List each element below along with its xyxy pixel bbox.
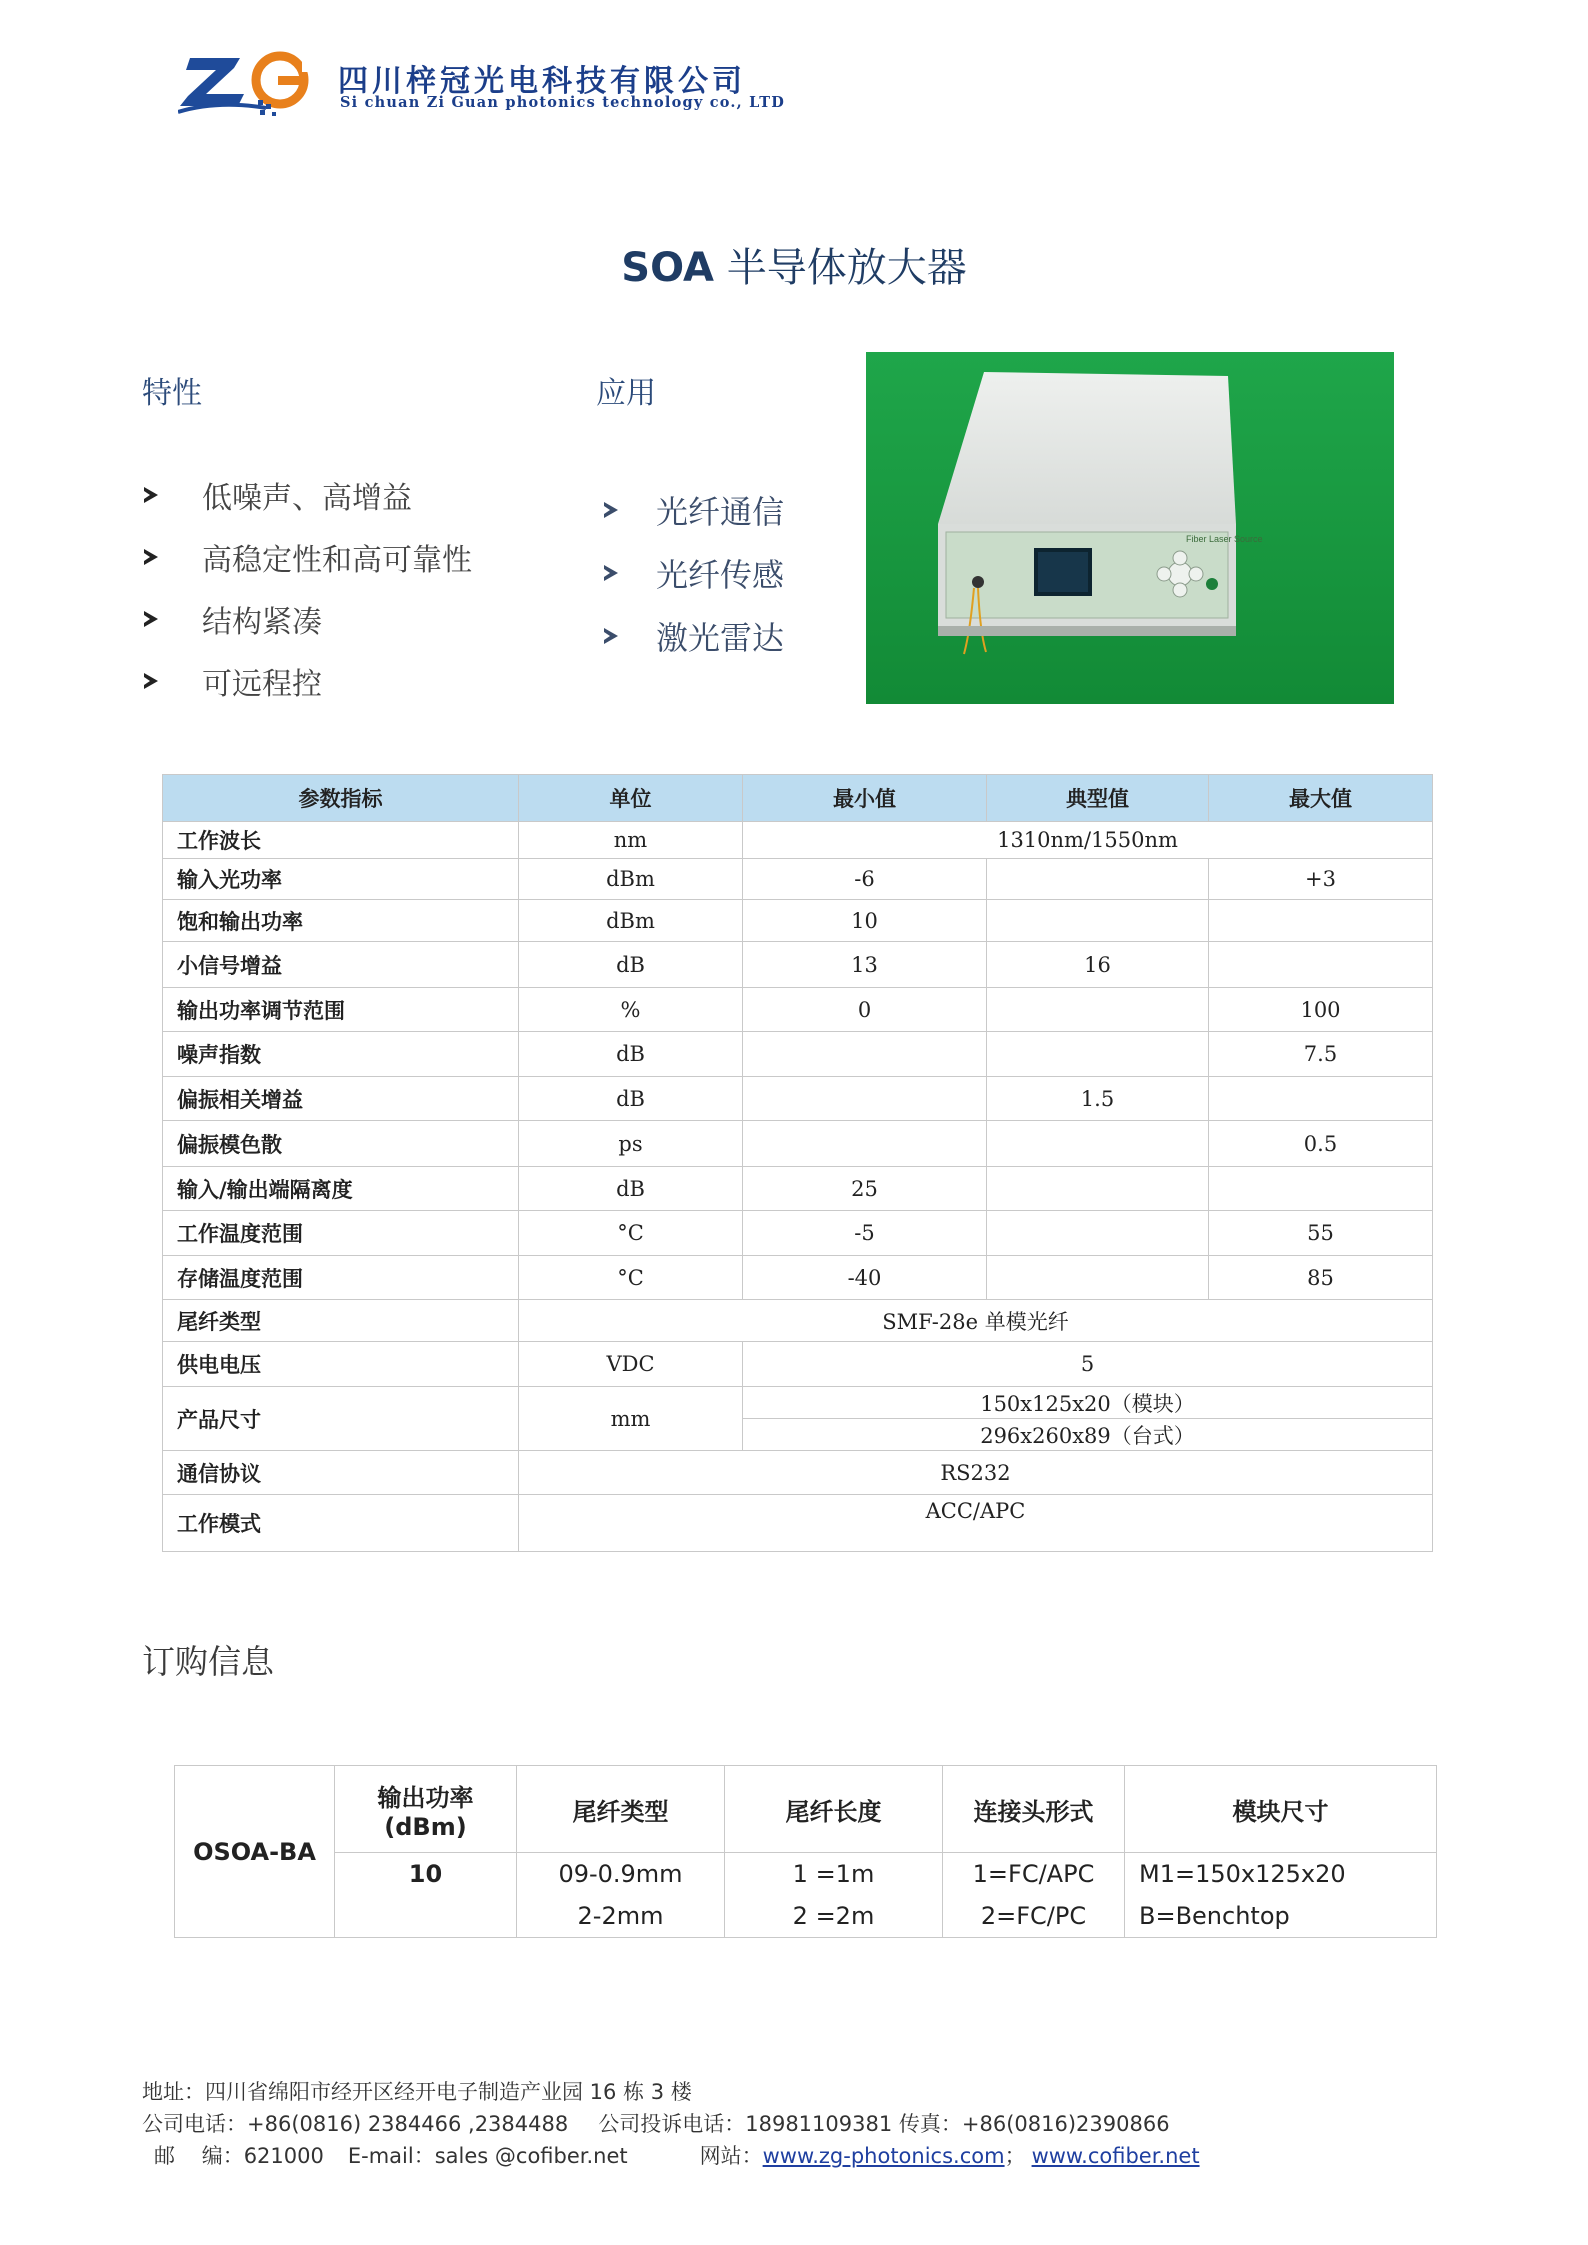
application-item: 激光雷达 [604,604,784,667]
applications-heading: 应用 [596,376,656,411]
footer-address: 地址：四川省绵阳市经开区经开电子制造产业园 16 栋 3 楼 [142,2080,692,2104]
order-heading: 订购信息 [142,1642,274,1681]
company-logo [178,50,320,120]
footer-phone-row [142,2108,1200,2140]
footer-website-label: 网站： [699,2144,763,2168]
spec-row: 工作温度范围 °C -5 55 [163,1211,1433,1256]
feature-item: 高稳定性和高可靠性 [144,526,472,588]
order-header-power: 输出功率 (dBm) [335,1766,517,1853]
features-heading: 特性 [142,376,202,411]
spec-row: 工作波长 nm 1310nm/1550nm [163,822,1433,859]
spec-header: 最小值 [743,775,987,822]
product-photo [866,352,1394,704]
order-header-size: 模块尺寸 [1125,1766,1437,1853]
order-header-connector: 连接头形式 [943,1766,1125,1853]
website-link-1[interactable]: www.zg-photonics.com [762,2144,1005,2168]
bullet-arrow-icon [144,549,158,565]
spec-header: 单位 [519,775,743,822]
bullet-arrow-icon [604,502,618,518]
spec-row: 产品尺寸 mm 150x125x20（模块） [163,1387,1433,1419]
spec-header-row [163,775,1433,822]
spec-row: 工作模式 ACC/APC [163,1495,1433,1552]
title-cn: 半导体放大器 [726,245,967,291]
photo-panel-label: Fiber Laser Source [1186,534,1263,544]
spec-row: 输出功率调节范围 % 0 100 [163,988,1433,1032]
spec-header: 典型值 [987,775,1209,822]
website-link-2[interactable]: www.cofiber.net [1031,2144,1200,2168]
footer-contact-row [142,2140,1200,2172]
company-name-cn: 四川梓冠光电科技有限公司 [338,64,746,99]
spec-row: 偏振相关增益 dB 1.5 [163,1077,1433,1121]
bullet-arrow-icon [604,628,618,644]
order-header-row [175,1766,1437,1853]
spec-row: 供电电压 VDC 5 [163,1342,1433,1387]
features-list [144,464,472,712]
feature-item: 结构紧凑 [144,588,472,650]
order-connector: 1=FC/APC 2=FC/PC [943,1853,1125,1938]
application-item: 光纤通信 [604,478,784,541]
order-size: M1=150x125x20 B=Benchtop [1125,1853,1437,1938]
spec-row: 噪声指数 dB 7.5 [163,1032,1433,1077]
website-separator: ； [1004,2144,1026,2168]
order-fiber-length: 1 =1m 2 =2m [725,1853,943,1938]
footer-postcode: 邮 编：621000 [154,2144,324,2168]
spec-header: 参数指标 [163,775,519,822]
spec-row: 296x260x89（台式） [163,1419,1433,1451]
spec-row: 存储温度范围 °C -40 85 [163,1256,1433,1300]
spec-row: 输入/输出端隔离度 dB 25 [163,1167,1433,1211]
spec-header: 最大值 [1209,775,1433,822]
bullet-arrow-icon [144,487,158,503]
page-title [0,236,1588,293]
bullet-arrow-icon [144,673,158,689]
spec-row: 尾纤类型 SMF-28e 单模光纤 [163,1300,1433,1342]
application-item: 光纤传感 [604,541,784,604]
spec-row: 偏振模色散 ps 0.5 [163,1121,1433,1167]
footer-complaint: 公司投诉电话：18981109381 传真：+86(0816)2390866 [598,2112,1170,2136]
spec-row: 小信号增益 dB 13 16 [163,942,1433,988]
feature-item: 可远程控 [144,650,472,712]
feature-item: 低噪声、高增益 [144,464,472,526]
footer [142,2076,1200,2172]
footer-email: E-mail：sales @cofiber.net [347,2144,628,2168]
company-name-en: Si chuan Zi Guan photonics technology co., LTD [340,94,786,111]
title-latin: SOA [621,245,714,291]
spec-row: 通信协议 RS232 [163,1451,1433,1495]
order-header-fiber-type: 尾纤类型 [517,1766,725,1853]
spec-row: 饱和输出功率 dBm 10 [163,900,1433,942]
order-header-fiber-length: 尾纤长度 [725,1766,943,1853]
applications-list [604,478,784,667]
order-model: OSOA-BA [175,1766,335,1938]
bullet-arrow-icon [144,611,158,627]
bullet-arrow-icon [604,565,618,581]
order-table [174,1765,1437,1938]
order-value-row [175,1853,1437,1938]
footer-phone: 公司电话：+86(0816) 2384466 ,2384488 [142,2112,569,2136]
spec-table [162,774,1433,1552]
order-power: 10 [335,1853,517,1938]
order-fiber-type: 09-0.9mm 2-2mm [517,1853,725,1938]
spec-row: 输入光功率 dBm -6 +3 [163,859,1433,900]
